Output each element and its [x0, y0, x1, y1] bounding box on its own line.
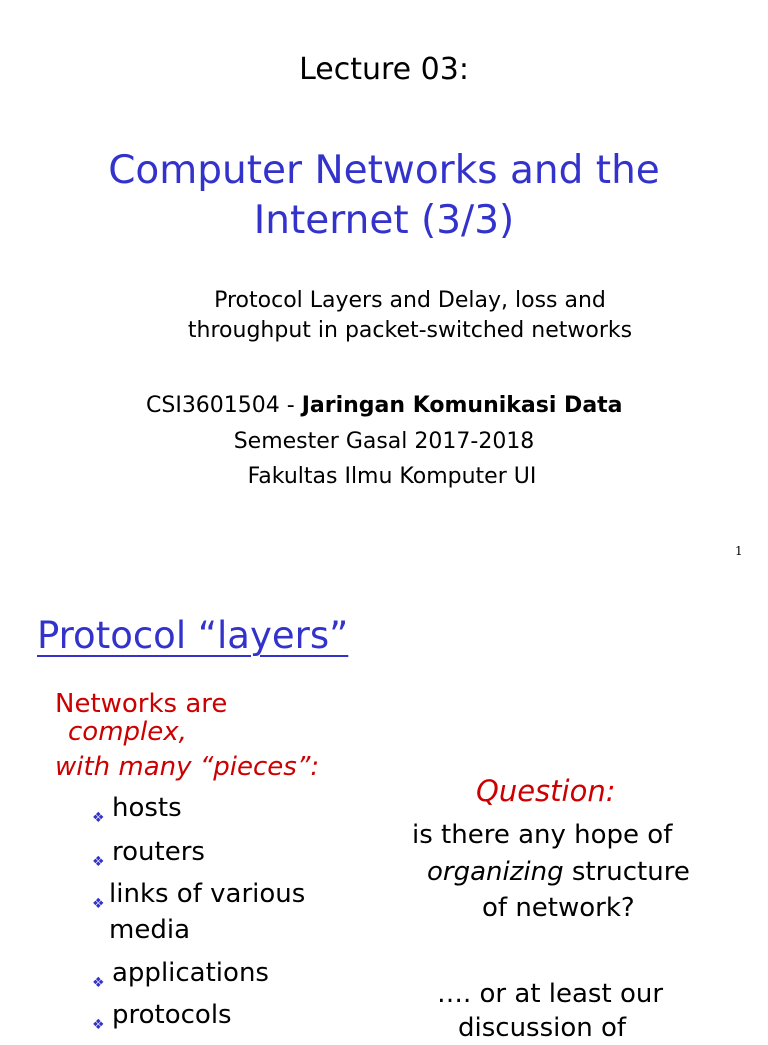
question-line-3: of network?: [482, 893, 635, 923]
section-title: Protocol “layers”: [37, 614, 349, 657]
list-item-label: protocols: [112, 1000, 232, 1030]
question-emphasis: organizing: [427, 857, 564, 887]
slide-title: [0, 146, 768, 246]
list-item-label: applications: [112, 958, 269, 988]
subtitle-line-2: throughput in packet-switched networks: [187, 318, 633, 343]
diamond-bullet-icon: ❖: [92, 854, 105, 870]
slide-subtitle: [0, 286, 768, 346]
diamond-bullet-icon: ❖: [92, 896, 105, 912]
list-item-label: routers: [112, 837, 205, 867]
lecture-label: Lecture 03:: [299, 52, 469, 87]
diamond-bullet-icon: ❖: [92, 975, 105, 991]
list-item: [92, 790, 182, 836]
question-label: Question:: [476, 774, 616, 808]
intro-line-3: with many “pieces”:: [55, 752, 320, 782]
intro-line-2: complex,: [68, 717, 187, 747]
page-number: 1: [735, 544, 743, 558]
diamond-bullet-icon: ❖: [92, 1017, 105, 1033]
course-name: Jaringan Komunikasi Data: [301, 393, 623, 418]
list-item-label: links of various media: [109, 879, 306, 945]
list-item: [92, 876, 352, 948]
list-item: [92, 997, 232, 1043]
list-item: [92, 955, 269, 1001]
list-item: [92, 834, 205, 880]
diamond-bullet-icon: ❖: [92, 810, 105, 826]
title-line-1: Computer Networks and the: [108, 148, 660, 193]
question-line-1: is there any hope of: [412, 820, 673, 850]
title-line-2: Internet (3/3): [253, 198, 515, 243]
faculty-text: Fakultas Ilmu Komputer UI: [247, 464, 537, 489]
followup-line-2: discussion of: [458, 1013, 627, 1043]
semester-text: Semester Gasal 2017-2018: [233, 429, 535, 454]
subtitle-line-1: Protocol Layers and Delay, loss and: [214, 288, 606, 313]
course-code: CSI3601504 -: [146, 393, 302, 418]
question-line-2: [427, 855, 690, 889]
course-line: [146, 390, 623, 422]
intro-line-1: Networks are: [55, 689, 228, 719]
list-item-label: hosts: [112, 793, 182, 823]
question-line-2-rest: structure: [563, 857, 690, 887]
followup-line-1: …. or at least our: [437, 979, 664, 1009]
